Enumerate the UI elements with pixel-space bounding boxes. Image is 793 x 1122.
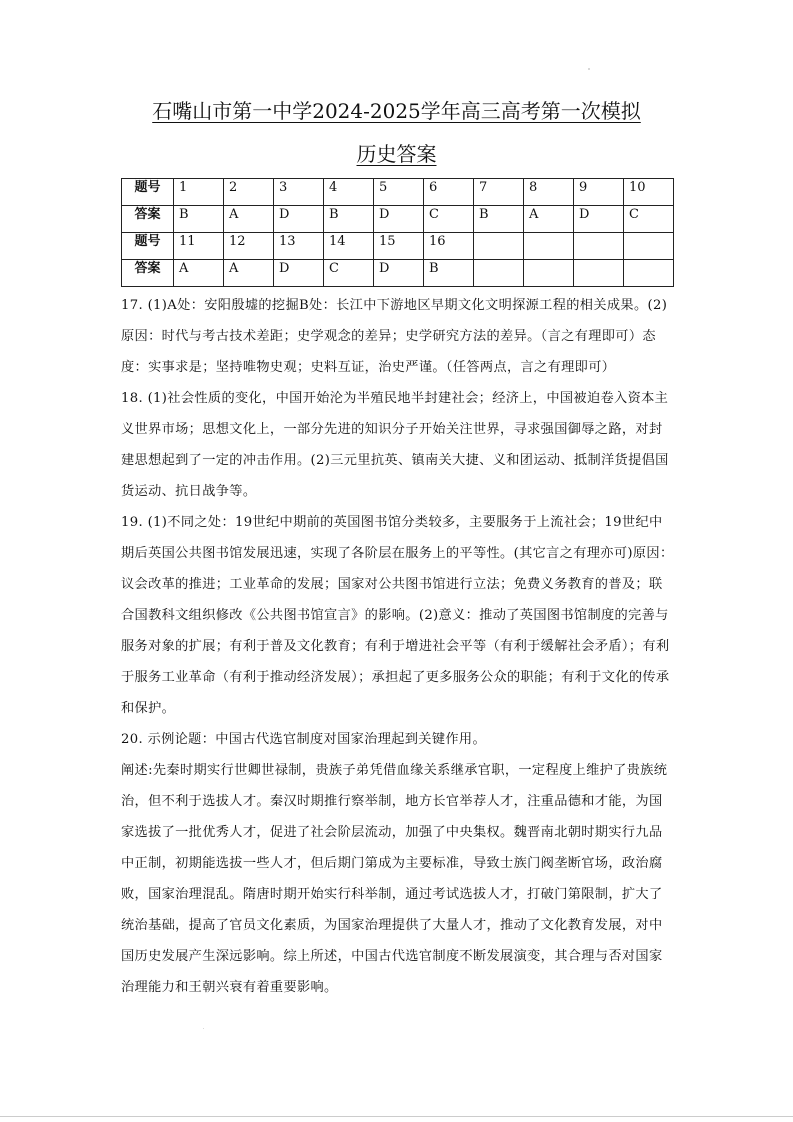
answer-table-cell [624,260,674,287]
answer-20-topic: 20. 示例论题：中国古代选官制度对国家治理起到关键作用。 [121,732,486,747]
answer-table-cell [524,260,574,287]
answer-table-cell: B [324,206,374,233]
answer-table-cell [574,233,624,260]
answer-table-row [122,260,674,287]
answer-table-cell: 1 [174,179,224,206]
answer-table-cell: A [524,206,574,233]
answer-table-cell [474,233,524,260]
answer-table-cell: 4 [324,179,374,206]
answer-table-cell [474,260,524,287]
answer-table-cell: A [174,260,224,287]
answer-table-cell: D [274,260,324,287]
answer-body [121,290,676,1003]
answer-table-row [122,206,674,233]
answer-18: 18. (1)社会性质的变化，中国开始沦为半殖民地半封建社会；经济上，中国被迫卷入资本主义世界市场；思想文化上，一部分先进的知识分子开始关注世界，寻求强国御辱之路，对封建思想起到了一定的冲击作用。(2)三元里抗英、镇南关大捷、义和团运动、抵制洋货提倡国货运动、抗日战争等。 [121,391,669,499]
answer-table-cell [524,233,574,260]
answer-20-elaboration: 阐述:先秦时期实行世卿世禄制，贵族子弟凭借血缘关系继承官职，一定程度上维护了贵族统治，但不利于选拔人才。秦汉时期推行察举制，地方长官举荐人才，注重品德和才能，为国家选拔了一批优秀人才，促进了社会阶层流动，加强了中央集权。魏晋南北朝时期实行九品中正制，初期能选拔一些人才，但后期门第成为主要标准，导致士族门阀垄断官场，政治腐败，国家治理混乱。隋唐时期开始实行科举制，通过考试选拔人才，打破门第限制，扩大了统治基础，提高了官员文化素质，为国家治理提供了大量人才，推动了文化教育发展，对中国历史发展产生深远影响。综上所述，中国古代选官制度不断发展演变，其合理与否对国家治理能力和王朝兴衰有着重要影响。 [121,763,668,995]
answer-table-cell: 3 [274,179,324,206]
answer-table [121,178,674,287]
answer-table-cell: 16 [424,233,474,260]
answer-table-cell: A [224,206,274,233]
answer-table-cell: 14 [324,233,374,260]
answer-table-cell: C [424,206,474,233]
answer-table-cell [574,260,624,287]
answer-table-cell: 8 [524,179,574,206]
answer-table-cell: 11 [174,233,224,260]
row-header-cell: 题号 [122,179,174,206]
page-bottom-edge [0,1116,793,1117]
document-subtitle: 历史答案 [356,142,437,166]
answer-table-cell: 5 [374,179,424,206]
answer-table-cell: D [574,206,624,233]
answer-table-cell: 15 [374,233,424,260]
answer-table-cell: 10 [624,179,674,206]
answer-19: 19. (1)不同之处：19世纪中期前的英国图书馆分类较多，主要服务于上流社会；19世纪中期后英国公共图书馆发展迅速，实现了各阶层在服务上的平等性。(其它言之有理亦可)原因：议会改革的推进；工业革命的发展；国家对公共图书馆进行立法；免费义务教育的普及；联合国教科文组织修改《公共图书馆宣言》的影响。(2)意义：推动了英国图书馆制度的完善与服务对象的扩展；有利于普及文化教育；有利于增进社会平等（有利于缓解社会矛盾）；有利于服务工业革命（有利于推动经济发展）；承担起了更多服务公众的职能；有利于文化的传承和保护。 [121,515,674,716]
answer-table-cell: C [624,206,674,233]
answer-table-cell: 9 [574,179,624,206]
document-title: 石嘴山市第一中学2024-2025学年高三高考第一次模拟 [152,99,641,123]
answer-17: 17. (1)A处：安阳殷墟的挖掘B处：长江中下游地区早期文化文明探源工程的相关成果。(2)原因：时代与考古技术差距；史学观念的差异；史学研究方法的差异。（言之有理即可）态度：实事求是；坚持唯物史观；史料互证，治史严谨。（任答两点，言之有理即可） [121,298,668,375]
answer-table-cell: C [324,260,374,287]
answer-table-cell: 12 [224,233,274,260]
answer-table-cell: B [424,260,474,287]
row-header-cell: 题号 [122,233,174,260]
answer-table-cell: D [274,206,324,233]
answer-table-cell: 13 [274,233,324,260]
scan-speck [588,68,590,70]
answer-table-cell: D [374,206,424,233]
answer-table-row [122,233,674,260]
answer-table-cell: B [474,206,524,233]
answer-table-cell: 7 [474,179,524,206]
answer-table-cell: D [374,260,424,287]
answer-table-cell: 2 [224,179,274,206]
answer-table-cell: B [174,206,224,233]
answer-table-cell [624,233,674,260]
answer-table-row [122,179,674,206]
answer-table-cell: A [224,260,274,287]
scan-speck [203,1028,204,1029]
row-header-cell: 答案 [122,206,174,233]
answer-table-cell: 6 [424,179,474,206]
row-header-cell: 答案 [122,260,174,287]
